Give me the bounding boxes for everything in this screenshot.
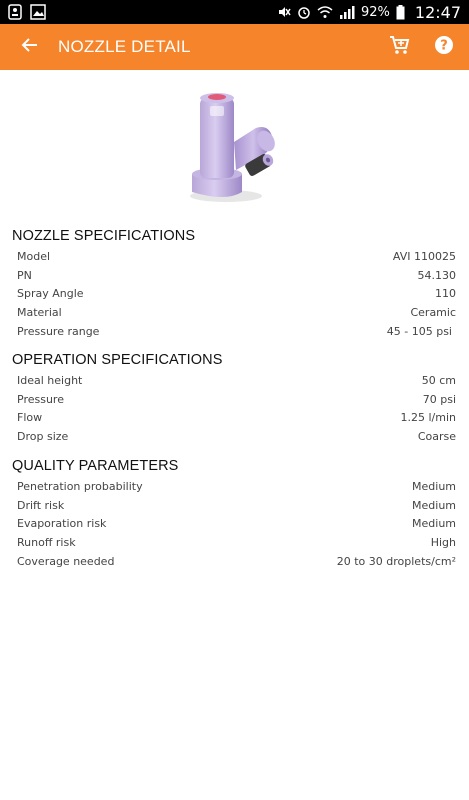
- nozzle-image: [184, 84, 284, 208]
- battery-percent: 92%: [360, 4, 390, 20]
- quality-parameters-list: [0, 477, 469, 570]
- spec-row-ideal-height: [0, 371, 469, 390]
- spec-row-pn: [0, 266, 469, 285]
- spec-row-pressure: [0, 390, 469, 409]
- spec-value: High: [430, 535, 456, 549]
- operation-specifications-list: [0, 371, 469, 446]
- spec-label: Coverage needed: [17, 554, 115, 568]
- spec-label: Flow: [17, 411, 43, 425]
- spec-label: Material: [17, 305, 62, 319]
- usb-icon: [8, 4, 22, 20]
- status-bar: [0, 0, 469, 24]
- spec-label: Penetration probability: [17, 479, 143, 493]
- spec-value: Medium: [412, 479, 456, 493]
- spec-value: 54.130: [417, 268, 456, 282]
- spec-value: AVI 110025: [392, 249, 456, 263]
- spec-label: Pressure range: [17, 324, 100, 338]
- spec-row-penetration-probability: [0, 477, 469, 496]
- spec-row-drift-risk: [0, 496, 469, 515]
- cart-icon: [389, 34, 411, 60]
- spec-row-pressure-range: [0, 322, 469, 341]
- app-bar: [0, 24, 469, 70]
- back-button[interactable]: [8, 24, 52, 70]
- spec-value: 45 - 105 psi: [386, 324, 452, 338]
- spec-value: 70 psi: [422, 392, 456, 406]
- spec-label: Evaporation risk: [17, 517, 107, 531]
- cart-button[interactable]: [387, 34, 413, 60]
- help-icon: [434, 35, 454, 59]
- wifi-icon: [317, 5, 333, 19]
- spec-row-evaporation-risk: [0, 514, 469, 533]
- nozzle-specifications-list: [0, 247, 469, 340]
- spec-row-model: [0, 247, 469, 266]
- spec-row-material: [0, 303, 469, 322]
- spec-label: Runoff risk: [17, 535, 76, 549]
- spec-value: Medium: [412, 498, 456, 512]
- battery-icon: [396, 5, 405, 20]
- spec-value: 20 to 30 droplets/cm²: [336, 554, 456, 568]
- spec-label: PN: [17, 268, 32, 282]
- spec-row-spray-angle: [0, 284, 469, 303]
- spec-row-flow: [0, 408, 469, 427]
- section-title-quality-parameters: QUALITY PARAMETERS: [12, 458, 179, 474]
- spec-label: Ideal height: [17, 373, 83, 387]
- spec-row-drop-size: [0, 427, 469, 446]
- spec-row-runoff-risk: [0, 533, 469, 552]
- spec-label: Pressure: [17, 392, 64, 406]
- signal-icon: [339, 5, 355, 19]
- spec-value: Medium: [412, 517, 456, 531]
- svg-text:?: ?: [440, 38, 448, 54]
- spec-label: Model: [17, 249, 51, 263]
- spec-label: Spray Angle: [17, 287, 84, 301]
- spec-value: 110: [435, 287, 456, 301]
- spec-label: Drop size: [17, 429, 69, 443]
- help-button[interactable]: [431, 34, 457, 60]
- spec-value: Ceramic: [410, 305, 456, 319]
- spec-label: Drift risk: [17, 498, 65, 512]
- spec-value: Coarse: [417, 429, 456, 443]
- spec-value: 1.25 l/min: [400, 411, 456, 425]
- alarm-icon: [297, 5, 311, 19]
- back-arrow-icon: [21, 36, 39, 58]
- spec-row-coverage-needed: [0, 552, 469, 571]
- section-title-operation-specifications: OPERATION SPECIFICATIONS: [12, 352, 223, 368]
- page-title: NOZZLE DETAIL: [58, 37, 191, 56]
- status-time: 12:47: [414, 2, 461, 22]
- image-notification-icon: [30, 4, 46, 20]
- mute-icon: [277, 5, 291, 19]
- section-title-nozzle-specifications: NOZZLE SPECIFICATIONS: [12, 228, 196, 244]
- spec-value: 50 cm: [421, 373, 456, 387]
